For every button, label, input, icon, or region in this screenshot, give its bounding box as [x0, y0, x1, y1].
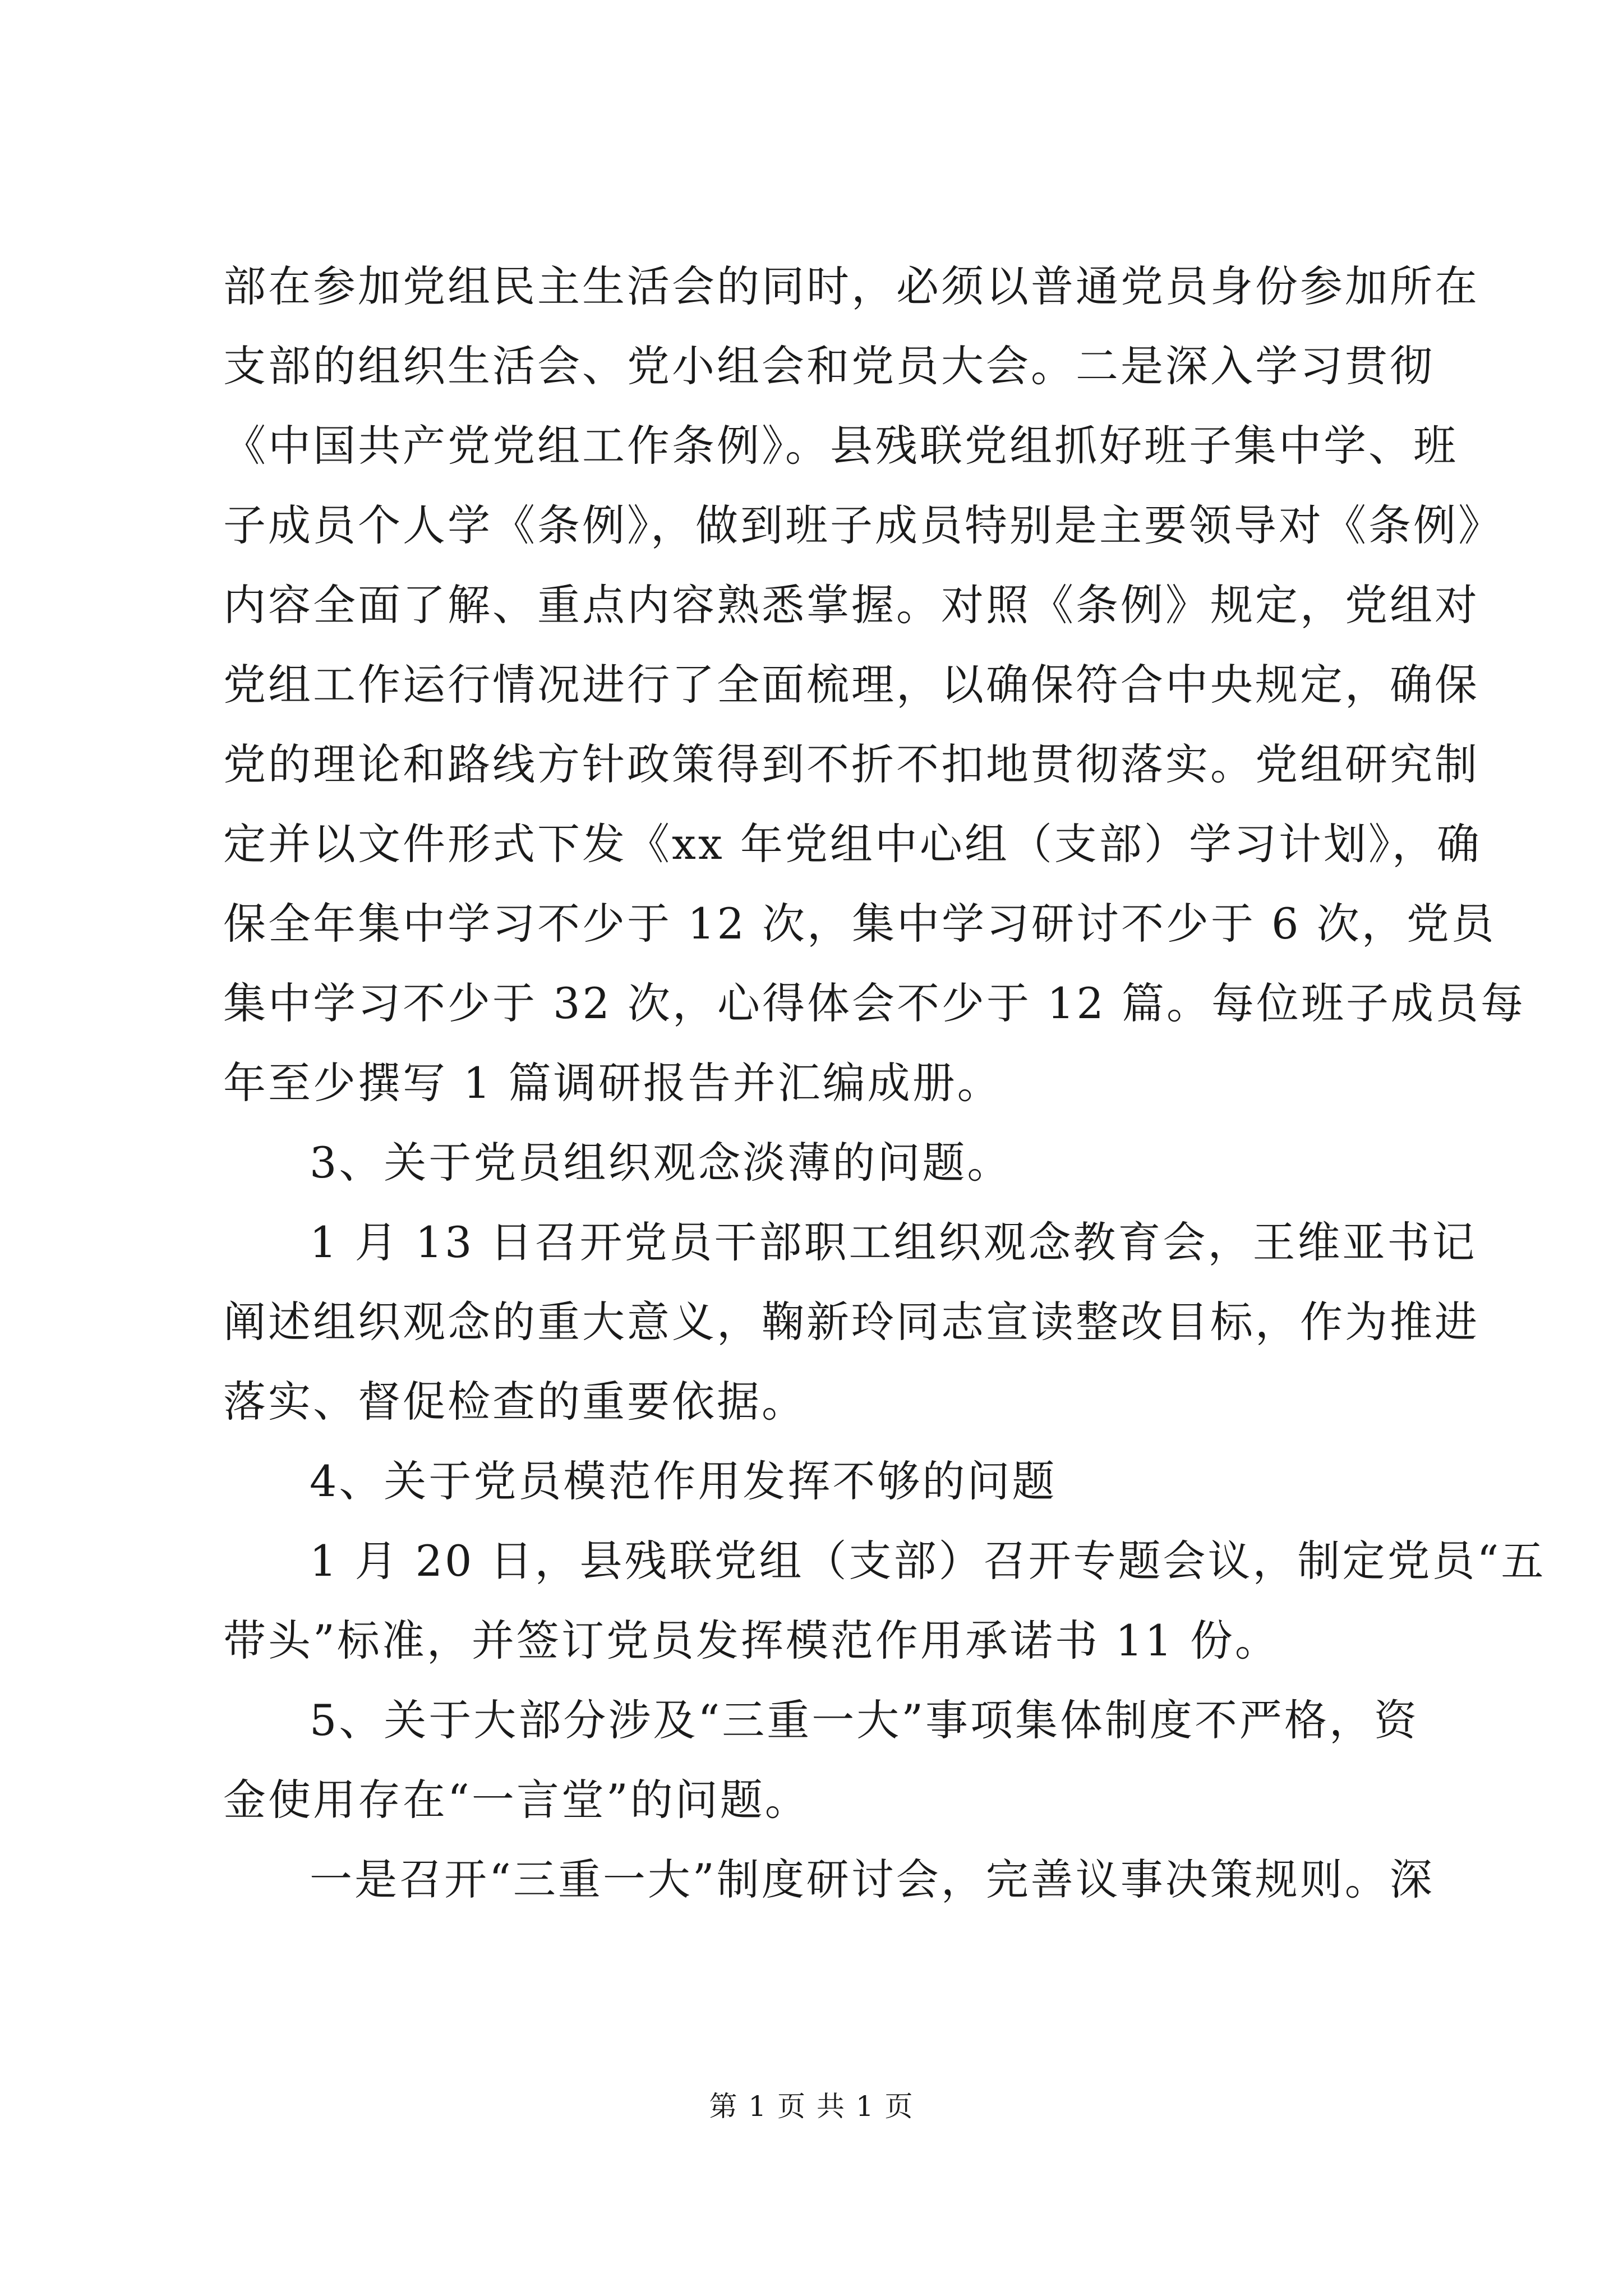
- text-line: 1 月 13 日召开党员干部职工组织观念教育会，王维亚书记: [310, 1217, 1477, 1267]
- section-heading: 3、关于党员组织观念淡薄的问题。: [310, 1138, 1012, 1188]
- section-heading: 5、关于大部分涉及“三重一大”事项集体制度不严格，资: [310, 1695, 1419, 1745]
- page-footer: 第 1 页 共 1 页: [709, 2090, 914, 2123]
- text-line: 内容全面了解、重点内容熟悉掌握。对照《条例》规定，党组对: [223, 580, 1479, 630]
- text-line: 部在参加党组民主生活会的同时，必须以普通党员身份参加所在: [223, 261, 1479, 311]
- text-line: 定并以文件形式下发《xx 年党组中心组（支部）学习计划》，确: [223, 819, 1482, 869]
- document-body: [223, 247, 1546, 1920]
- text-line: 落实、督促检查的重要依据。: [223, 1377, 806, 1427]
- text-line: 《中国共产党党组工作条例》。县残联党组抓好班子集中学、班: [223, 421, 1458, 471]
- text-line: 集中学习不少于 32 次，心得体会不少于 12 篇。每位班子成员每: [223, 978, 1526, 1028]
- text-line: 党组工作运行情况进行了全面梳理，以确保符合中央规定，确保: [223, 660, 1479, 710]
- text-line: 子成员个人学《条例》，做到班子成员特别是主要领导对《条例》: [223, 500, 1503, 550]
- text-line: 保全年集中学习不少于 12 次，集中学习研讨不少于 6 次，党员: [223, 899, 1496, 949]
- section-heading: 4、关于党员模范作用发挥不够的问题: [310, 1456, 1057, 1506]
- text-line: 党的理论和路线方针政策得到不折不扣地贯彻落实。党组研究制: [223, 739, 1479, 789]
- text-line: 金使用存在“一言堂”的问题。: [223, 1775, 810, 1825]
- text-line: 1 月 20 日，县残联党组（支部）召开专题会议，制定党员“五: [310, 1536, 1546, 1586]
- text-line: 带头”标准，并签订党员发挥模范作用承诺书 11 份。: [223, 1616, 1280, 1665]
- text-line: 阐述组织观念的重大意义，鞠新玲同志宣读整改目标，作为推进: [223, 1297, 1479, 1347]
- text-line: 一是召开“三重一大”制度研讨会，完善议事决策规则。深: [310, 1855, 1435, 1904]
- text-line: 年至少撰写 1 篇调研报告并汇编成册。: [223, 1058, 1002, 1108]
- text-line: 支部的组织生活会、党小组会和党员大会。二是深入学习贯彻: [223, 341, 1435, 391]
